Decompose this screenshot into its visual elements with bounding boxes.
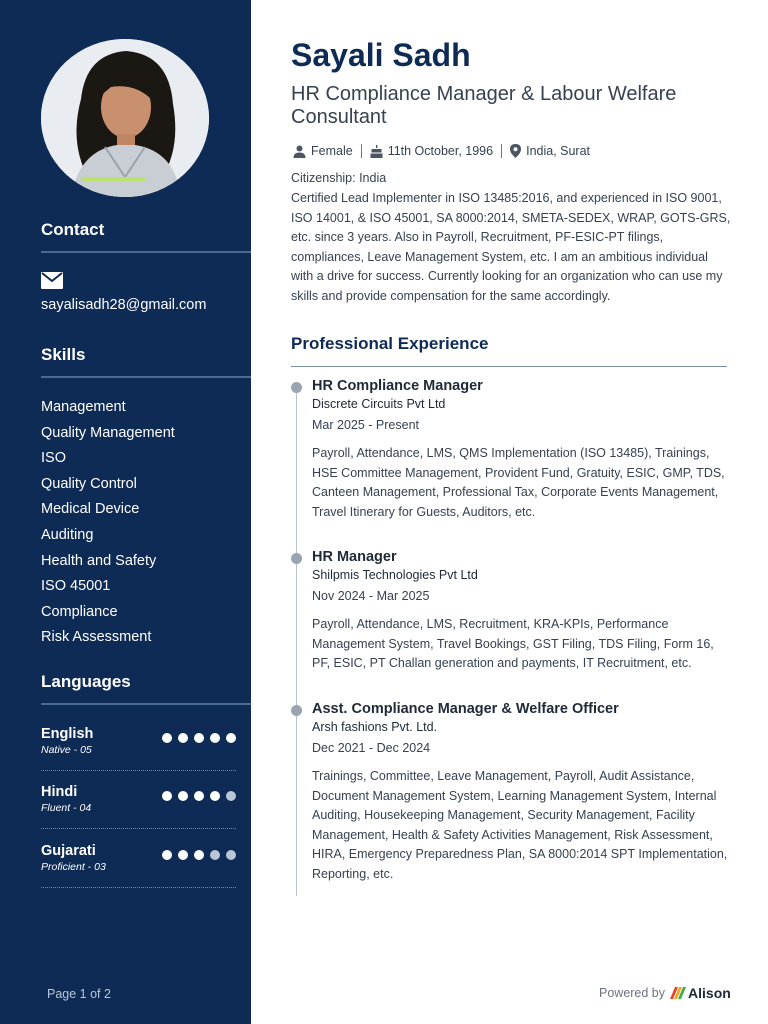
profile-photo xyxy=(41,39,209,197)
email-link[interactable]: sayalisadh28@gmail.com xyxy=(41,297,207,313)
personal-info-row xyxy=(293,144,590,158)
meta-separator xyxy=(361,144,362,158)
skill-item: Auditing xyxy=(41,526,94,543)
job-company: Discrete Circuits Pvt Ltd xyxy=(312,397,446,411)
map-pin-icon xyxy=(510,144,521,158)
rating-dot xyxy=(210,733,220,743)
job-dates: Mar 2025 - Present xyxy=(312,418,419,432)
experience-divider xyxy=(291,366,727,367)
job-description: Trainings, Committee, Leave Management, Payroll, Audit Assistance, Document Management System, Learning Management System, Internal Auditing, Housekeeping Management, Security Management, Facility Management, Health & Safety Activities Management, Risk Assessment, HIRA, Emergency Preparedness Plan, SA 8000:2014 SPT Implementation, Reporting, etc. xyxy=(312,769,728,881)
skill-item: Risk Assessment xyxy=(41,629,152,646)
skill-item: Quality Management xyxy=(41,424,175,441)
skill-item: Health and Safety xyxy=(41,552,157,569)
job-description: Payroll, Attendance, LMS, QMS Implementation (ISO 13485), Trainings, HSE Committee Management, Provident Fund, Gratuity, ESIC, GMP, TDS, Canteen Management, Professional Tax, Corporate Events Management, Travel Itinerary for Guests, Auditors, etc. xyxy=(312,446,725,519)
rating-dot xyxy=(178,791,188,801)
job-role: HR Manager xyxy=(312,549,397,565)
meta-separator xyxy=(501,144,502,158)
location-info xyxy=(510,144,590,158)
language-level: Native - 05 xyxy=(41,744,92,756)
contact-divider xyxy=(41,251,251,253)
birthdate-info xyxy=(370,144,493,158)
birthdate-text: 11th October, 1996 xyxy=(387,144,494,158)
page-indicator: Page 1 of 2 xyxy=(47,987,111,1001)
skill-item: Quality Control xyxy=(41,475,137,492)
job-company: Shilpmis Technologies Pvt Ltd xyxy=(312,568,478,582)
sidebar xyxy=(0,0,251,1024)
rating-dot xyxy=(226,733,236,743)
language-item xyxy=(41,843,236,873)
skill-item: Management xyxy=(41,399,126,415)
location-text: India, Surat xyxy=(526,144,591,158)
rating-dot xyxy=(226,791,236,801)
language-rating xyxy=(162,791,236,801)
language-divider xyxy=(41,770,236,771)
powered-by xyxy=(599,985,731,1001)
job-description: Payroll, Attendance, LMS, Recruitment, KRA-KPIs, Performance Management System, Travel Bookings, GST Filing, TDS Filing, Form 16, PF, ESIC, PT Challan generation and payments, IT Recruitment, etc. xyxy=(312,617,714,670)
experience-entry xyxy=(312,701,730,884)
job-role: HR Compliance Manager xyxy=(312,378,483,394)
skill-item: ISO 45001 xyxy=(41,578,111,595)
candidate-name: Sayali Sadh xyxy=(291,37,471,73)
contact-heading: Contact xyxy=(41,220,105,239)
timeline-dot xyxy=(291,553,302,564)
rating-dot xyxy=(226,850,236,860)
alison-logo-icon xyxy=(670,987,686,999)
rating-dot xyxy=(194,850,204,860)
experience-entry xyxy=(312,549,730,674)
skills-list xyxy=(41,398,175,654)
job-company: Arsh fashions Pvt. Ltd. xyxy=(312,720,438,734)
skill-item: Medical Device xyxy=(41,501,140,518)
language-name: Gujarati xyxy=(41,843,96,859)
job-role: Asst. Compliance Manager & Welfare Officer xyxy=(312,701,619,717)
skills-divider xyxy=(41,376,251,378)
languages-divider xyxy=(41,703,251,705)
job-dates: Nov 2024 - Mar 2025 xyxy=(312,589,430,603)
language-level: Proficient - 03 xyxy=(41,861,106,873)
language-divider xyxy=(41,887,236,888)
language-item xyxy=(41,784,236,814)
language-level: Fluent - 04 xyxy=(41,802,92,814)
person-icon xyxy=(293,145,306,158)
timeline-line xyxy=(296,390,297,896)
rating-dot xyxy=(194,733,204,743)
language-rating xyxy=(162,850,236,860)
rating-dot xyxy=(162,733,172,743)
powered-by-text: Powered by xyxy=(599,986,666,1000)
gender-text: Female xyxy=(311,144,353,158)
rating-dot xyxy=(194,791,204,801)
envelope-icon xyxy=(41,272,63,289)
rating-dot xyxy=(178,850,188,860)
cake-icon xyxy=(370,145,383,158)
language-name: English xyxy=(41,726,94,742)
citizenship: Citizenship: India xyxy=(291,171,387,185)
alison-logo[interactable] xyxy=(670,985,731,1001)
language-name: Hindi xyxy=(41,784,78,800)
rating-dot xyxy=(162,791,172,801)
experience-entry xyxy=(312,378,730,522)
rating-dot xyxy=(162,850,172,860)
gender-info xyxy=(293,144,353,158)
job-dates: Dec 2021 - Dec 2024 xyxy=(312,741,431,755)
language-divider xyxy=(41,828,236,829)
job-title-headline: HR Compliance Manager & Labour Welfare Consultant xyxy=(291,83,677,128)
skills-heading: Skills xyxy=(41,345,86,364)
skill-item: ISO xyxy=(41,450,66,467)
rating-dot xyxy=(178,733,188,743)
experience-heading: Professional Experience xyxy=(291,334,489,353)
timeline-dot xyxy=(291,382,302,393)
skill-item: Compliance xyxy=(41,603,118,620)
languages-heading: Languages xyxy=(41,672,131,691)
profile-summary: Certified Lead Implementer in ISO 13485:2016, and experienced in ISO 9001, ISO 14001, & ISO 45001, SA 8000:2014, SMETA-SEDEX, WRAP, GOTS-GRS, etc. since 3 years. Also in Payroll, Recruitment, PF-ESIC-PT filings, compliances, Leave Management System, etc. I am an ambitious individual with a drive for success. Currently looking for an organization who can use my skills and provide compensation for the same accordingly. xyxy=(291,191,731,303)
language-item xyxy=(41,726,236,756)
rating-dot xyxy=(210,791,220,801)
timeline-dot xyxy=(291,705,302,716)
language-rating xyxy=(162,733,236,743)
rating-dot xyxy=(210,850,220,860)
alison-brand-text: Alison xyxy=(688,985,731,1001)
